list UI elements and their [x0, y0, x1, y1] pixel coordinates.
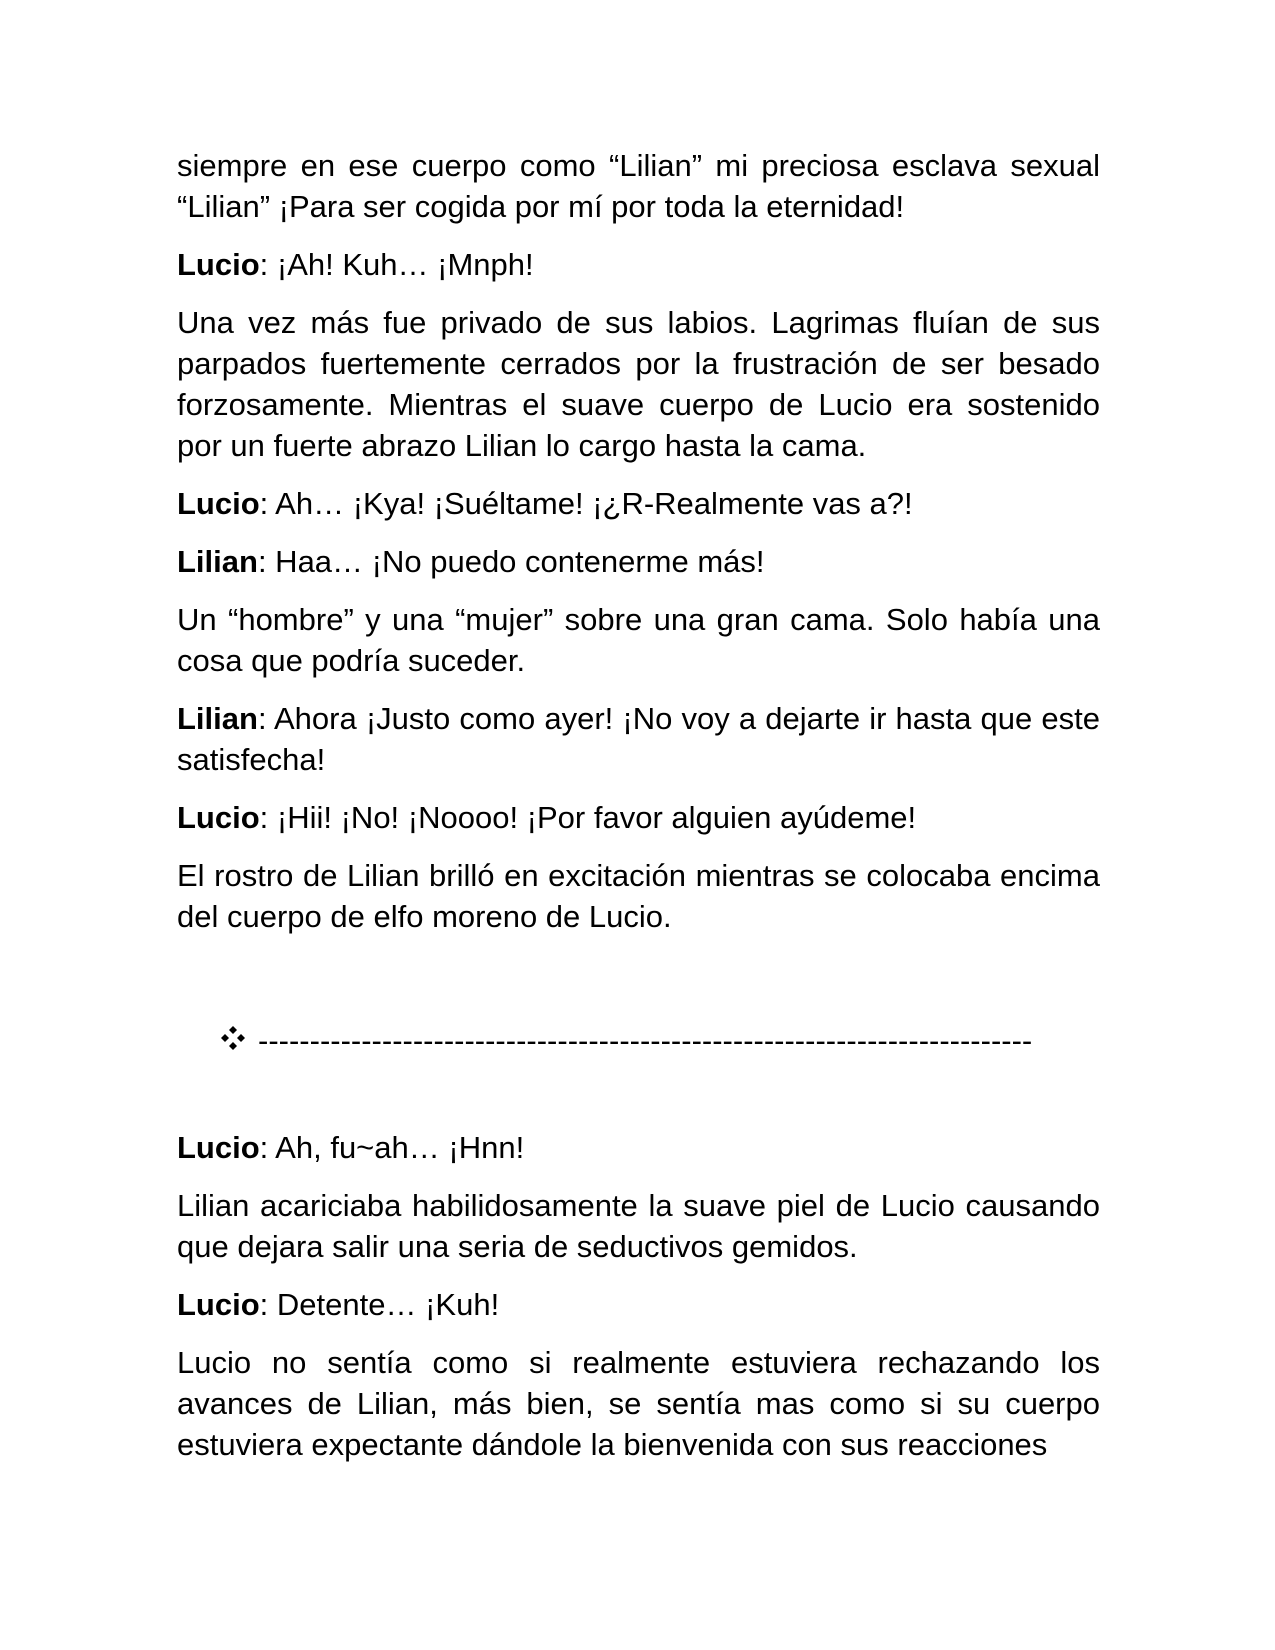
scene-separator [220, 1018, 1100, 1060]
paragraph-dialogue [177, 1127, 1100, 1168]
paragraph-dialogue [177, 541, 1100, 582]
paragraph-dialogue [177, 1284, 1100, 1325]
text-section-1 [177, 145, 1100, 954]
paragraph-dialogue [177, 244, 1100, 285]
paragraph-narration [177, 1342, 1100, 1465]
speaker-name: Lucio [177, 800, 260, 835]
separator-line: --------------------------------------------------------------------------- [258, 1022, 1033, 1058]
paragraph-narration [177, 145, 1100, 227]
narration-text: Una vez más fue privado de sus labios. Lagrimas fluían de sus parpados fuertemente cerrados por la frustración de ser besado forzosamente. Mientras el suave cuerpo de Lucio era sostenido por un fuerte abrazo Lilian lo cargo hasta la cama. [177, 305, 1100, 463]
narration-text: El rostro de Lilian brilló en excitación mientras se colocaba encima del cuerpo de elfo moreno de Lucio. [177, 858, 1100, 934]
speaker-name: Lucio [177, 1287, 260, 1322]
text-section-2 [177, 1127, 1100, 1482]
speaker-name: Lucio [177, 1130, 260, 1165]
paragraph-narration [177, 1185, 1100, 1267]
narration-text: Un “hombre” y una “mujer” sobre una gran cama. Solo había una cosa que podría suceder. [177, 602, 1100, 678]
paragraph-narration [177, 855, 1100, 937]
dialogue-text: : Ah… ¡Kya! ¡Suéltame! ¡¿R-Realmente vas a?! [259, 486, 913, 521]
dialogue-text: : Detente… ¡Kuh! [259, 1287, 500, 1322]
dialogue-text: : Ah, fu~ah… ¡Hnn! [259, 1130, 525, 1165]
four-diamond-icon [220, 1025, 246, 1051]
paragraph-dialogue [177, 698, 1100, 780]
speaker-name: Lilian [177, 544, 258, 579]
narration-text: Lilian acariciaba habilidosamente la suave piel de Lucio causando que dejara salir una seria de seductivos gemidos. [177, 1188, 1100, 1264]
dialogue-text: : ¡Ah! Kuh… ¡Mnph! [259, 247, 534, 282]
narration-text: siempre en ese cuerpo como “Lilian” mi preciosa esclava sexual “Lilian” ¡Para ser cogida por mí por toda la eternidad! [177, 148, 1100, 224]
dialogue-text: : Haa… ¡No puedo contenerme más! [257, 544, 765, 579]
paragraph-dialogue [177, 797, 1100, 838]
narration-text: Lucio no sentía como si realmente estuviera rechazando los avances de Lilian, más bien, se sentía mas como si su cuerpo estuviera expectante dándole la bienvenida con sus reacciones [177, 1345, 1100, 1462]
speaker-name: Lilian [177, 701, 258, 736]
speaker-name: Lucio [177, 486, 260, 521]
dialogue-text: : Ahora ¡Justo como ayer! ¡No voy a dejarte ir hasta que este satisfecha! [177, 701, 1100, 777]
paragraph-dialogue [177, 483, 1100, 524]
speaker-name: Lucio [177, 247, 260, 282]
paragraph-narration [177, 599, 1100, 681]
dialogue-text: : ¡Hii! ¡No! ¡Noooo! ¡Por favor alguien ayúdeme! [259, 800, 917, 835]
paragraph-narration [177, 302, 1100, 466]
